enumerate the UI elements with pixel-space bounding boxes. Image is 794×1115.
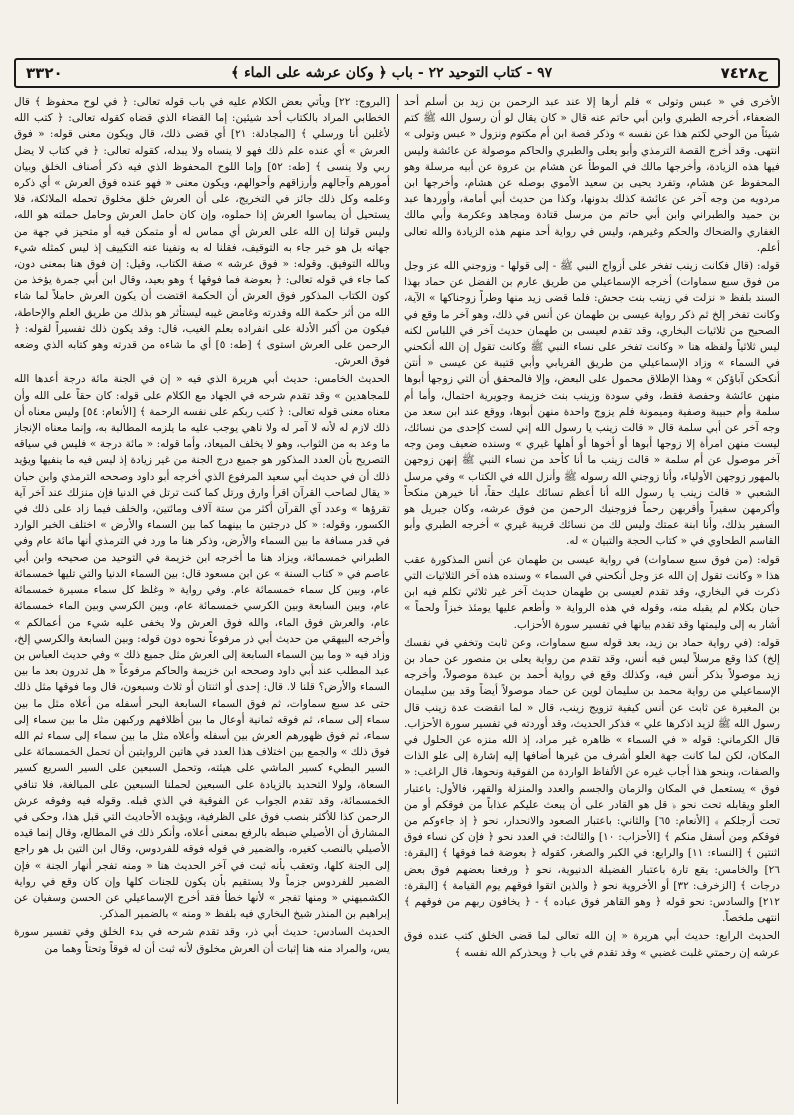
paragraph: [البروج: ٢٢] ويأتي بعض الكلام عليه في باب قوله تعالى: ﴿ في لوح محفوظ ﴾ قال الخطابي المراد بالكتاب أحد شيئين: إما القضاء الذي قضاه كقوله تعالى: ﴿ كتب الله لأغلبن أنا ورسلي ﴾ [المجادلة: ٢١] أي قضى ذلك، قال ويكون معنى قوله: « فوق العرش » أي عنده علم ذلك فهو لا ينساه ولا يبدله، كقوله تعالى: ﴿ في كتاب لا يضل ربي ولا ينسى ﴾ [طه: ٥٢] وإما اللوح المحفوظ الذي فيه ذكر أصناف الخلق وبيان أمورهم وآجالهم وأرزاقهم وأحوالهم، ويكون معنى « فهو عنده فوق العرش » أي ذكره وعلمه وكل ذلك جائز في التخريج، على أن العرش خلق مخلوق تحمله الملائكة، فلا يستحيل أن يماسوا العرش إذا حملوه، وإن كان حامل العرش وحامل حملته هو الله، وليس قولنا إن الله على العرش أي مماس له أو متمكن فيه أو متحيز في جهة من جهاته بل هو خبر جاء به التوقيف، فقلنا له به ونفينا عنه التكييف إذ ليس كمثله شيء وبالله التوفيق. وقوله: « فوق عرشه » صفة الكتاب، وقيل: إن فوق هنا بمعنى دون، كما جاء في قوله تعالى: ﴿ بعوضة فما فوقها ﴾ وهو بعيد، وقال ابن أبي جمرة يؤخذ من كون الكتاب المذكور فوق العرش أن الحكمة اقتضت أن يكون العرش حاملاً لما شاء الله من أثر حكمة الله وقدرته وغامض غيبه ليستأثر هو بذلك من طريق العلم والإحاطة، فيكون من أكبر الأدلة على انفراده بعلم الغيب، قال: وقد يكون ذلك تفسيراً لقوله: ﴿ الرحمن على العرش استوى ﴾ [طه: ٥] أي ما شاءه من قدرته وهو كتابه الذي وضعه فوق العرش. — [14, 96, 390, 368]
right-column — [404, 94, 780, 1104]
page-ref: ح٧٤٢٨ — [720, 64, 768, 82]
column-divider — [397, 94, 398, 1104]
text-body — [14, 94, 780, 1104]
page-number: ٣٣٢٠ — [26, 64, 63, 82]
left-column — [14, 94, 390, 1104]
paragraph: الحديث السادس: حديث أبي ذر، وقد تقدم شرحه في بدء الخلق وفي تفسير سورة يس، والمراد منه هنا إثبات أن العرش مخلوق لأنه ثبت أن له فوقاً وتحتاً وهما من — [14, 926, 390, 955]
paragraph: الأخرى في « عبس وتولى » فلم أرها إلا عند عبد الرحمن بن زيد بن أسلم أحد الضعفاء، أخرجه الطبري وابن أبي حاتم عنه قال « كان يقال لو أن رسول الله ﷺ كتم شيئاً من الوحي لكتم هذا عن نفسه » وذكر قصة ابن أم مكتوم ونزول « عبس وتولى » انتهى. وقد أخرج القصة الترمذي وأبو يعلى والطبري والحاكم موصولة عن عائشة وليس فيها هذه الزيادة، وأخرجها مالك في الموطأ عن هشام بن عروة عن أبيه مرسلة وهو المحفوظ عن هشام، وتفرد يحيى بن سعيد الأموي بوصله عن هشام، وأخرجها ابن مردويه من وجه آخر عن عائشة كذلك بدونها، وكذا من حديث أبي أمامة، وأوردها عبد بن حميد والطبراني وابن أبي حاتم من مرسل قتادة ومجاهد وعكرمة وأبي مالك الغفاري والضحاك والحكم وغيرهم، وليس في رواية أحد منهم هذه الزيادة والله تعالى أعلم. — [404, 96, 780, 254]
page-header — [14, 58, 780, 88]
paragraph: الحديث الخامس: حديث أبي هريرة الذي فيه « إن في الجنة مائة درجة أعدها الله للمجاهدين » وقد تقدم شرحه في الجهاد مع الكلام على قوله: كان حقاً على الله وأن معناه معنى قوله تعالى: ﴿ كتب ربكم على نفسه الرحمة ﴾ [الأنعام: ٥٤] وليس معناه أن ذلك لازم له لأنه لا آمر له ولا ناهي يوجب عليه ما يلزمه المطالبة به، وإنما معناه الإنجاز ما وعد به من الثواب، وهو لا يخلف الميعاد، وأما قوله: « مائة درجة » فليس في سياقه التصريح بأن العدد المذكور هو جميع درج الجنة من غير زيادة إذ ليس فيه ما ينفيها ويؤيد ذلك أن في حديث أبي سعيد المرفوع الذي أخرجه أبو داود وصححه الترمذي وابن حبان « يقال لصاحب القرآن اقرأ وارق ورتل كما كنت ترتل في الدنيا فإن منزلك عند آخر آية تقرؤها » وعدد آي القرآن أكثر من ستة آلاف ومائتين، والخلف فيما زاد على ذلك في الكسور، وقوله: « كل درجتين ما بينهما كما بين السماء والأرض » اختلف الخبر الوارد في قدر مسافة ما بين السماء والأرض، وذكر هنا ما ورد في الترمذي أنها مائة عام وفي الطبراني خمسمائة، ويزاد هنا ما أخرجه ابن خزيمة في التوحيد من صحيحه وابن أبي عاصم في « كتاب السنة » عن ابن مسعود قال: بين السماء الدنيا والتي تليها خمسمائة عام، وبين كل سماء خمسمائة عام. وفي رواية « وغلظ كل سماء مسيرة خمسمائة عام، وبين السابعة وبين الكرسي خمسمائة عام، وبين الكرسي وبين الماء خمسمائة عام، والعرش فوق الماء، والله فوق العرش ولا يخفى عليه شيء من أعمالكم » وأخرجه البيهقي من حديث أبي ذر مرفوعاً نحوه دون قوله: وبين السابعة والكرسي إلخ، وزاد فيه « وما بين السماء السابعة إلى العرش مثل جميع ذلك » وفي حديث العباس بن عبد المطلب عند أبي داود وصححه ابن خزيمة والحاكم مرفوعاً « هل تدرون بعد ما بين السماء والأرض؟ قلنا لا. قال: إحدى أو اثنتان أو ثلاث وسبعون، قال وما فوقها مثل ذلك حتى عد سبع سماوات، ثم فوق السماء السابعة البحر أسفله من أعلاه مثل ما بين سماء إلى سماء، ثم فوقه ثمانية أوعال ما بين أظلافهم وركبهن مثل ما بين سماء إلى سماء، ثم فوق ظهورهم العرش بين أسفله وأعلاه مثل ما بين سماء إلى سماء ثم الله فوق ذلك » والجمع بين اختلاف هذا العدد في هاتين الروايتين أن تحمل الخمسمائة على السير البطيء كسير الماشي على هيئته، وتحمل السبعين على السير السريع كسير السعاة، ولولا التحديد بالزيادة على السبعين لحملنا السبعين على المبالغة، فلا تنافي الخمسمائة، وقد تقدم الجواب عن الفوقية في الذي قبله. وقوله فيه وفوقه عرش الرحمن كذا للأكثر بنصب فوق على الظرفية، ويؤيده الأحاديث التي قبل هذا، وحكى في المشارق أن الأصيلي ضبطه بالرفع بمعنى أعلاه، وأنكر ذلك في المطالع، وقال إنما قيده الأصيلي بالنصب كغيره، والضمير في قوله فوقه للفردوس، وقال ابن التين بل هو راجع إلى الجنة كلها، وتعقب بأنه ثبت في آخر الحديث هنا « ومنه تفجر أنهار الجنة » فإن الضمير للفردوس جزماً ولا يستقيم بأن يكون للجنات كلها وإن كان وقع في رواية الكشميهني « ومنها تفجر » لأنها خطأ فقد أخرج الإسماعيلي عن الحسن وسفيان عن إبراهيم بن المنذر شيخ البخاري فيه بلفظ « ومنه » بالضمير المذكر. — [14, 373, 390, 921]
paragraph: قوله: (قال فكانت زينب تفخر على أزواج النبي ﷺ - إلى قولها - وزوجني الله عز وجل من فوق سبع سماوات) أخرجه الإسماعيلي من طريق عارم بن الفضل عن حماد بهذا السند بلفظ « نزلت في زينب بنت جحش: فلما قضى زيد منها وطراً زوجناكها » الآية، وكانت تفخر إلخ ثم ذكر رواية عيسى بن طهمان عن أنس في ذلك، وهو آخر ما وقع في الصحيح من ثلاثيات البخاري، وقد تقدم لعيسى بن طهمان حديث آخر في اللباس لكنه ليس ثلاثياً ولفظه هنا « وكانت تفخر على نساء النبي ﷺ وكانت تقول إن الله أنكحني في السماء » وزاد الإسماعيلي من طريق الفريابي وأبي قتيبة عن عيسى « أنتن أنكحكن آباؤكن » وهذا الإطلاق محمول على البعض، وإلا فالمحقق أن التي زوجها أبوها منهن عائشة وحفصة فقط، وفي سودة وزينب بنت خزيمة وجويرية احتمال، وأما أم سلمة وأم حبيبة وصفية وميمونة فلم يزوج واحدة منهن أبوها، ووقع عند ابن سعد من وجه آخر عن أبي سلمة قال « قالت زينب يا رسول الله إني لست كإحدى من نسائك، ليست منهن امرأة إلا زوجها أبوها أو أخوها أو أهلها غيري » وسنده ضعيف ومن وجه آخر موصول عن أم سلمة « قالت زينب ما أنا كأحد من نساء النبي ﷺ إنهن زوجهن بالمهور زوجهن الأولياء، وأنا زوجني الله رسوله ﷺ وأنزل الله في الكتاب » وفي مرسل الشعبي « قالت زينب يا رسول الله أنا أعظم نسائك عليك حقاً، أنا خيرهن منكحاً وأكرمهن سفيراً وأقربهن رحماً فزوجنيك الرحمن من فوق عرشه، وكان جبريل هو السفير بذلك، وأنا ابنة عمتك وليس لك من نسائك قريبة غيري » أخرجه الطبري وأبو القاسم الطحاوي في « كتاب الحجة والتبيان » له. — [404, 260, 780, 548]
running-title: ٩٧ - كتاب التوحيد ٢٢ - باب ﴿ وكان عرشه على الماء ﴾ — [231, 65, 553, 81]
paragraph: الحديث الرابع: حديث أبي هريرة « إن الله تعالى لما قضى الخلق كتب عنده فوق عرشه إن رحمتي غلبت غضبي » وقد تقدم في باب ﴿ ويحذركم الله نفسه ﴾ — [404, 930, 780, 959]
paragraph: قوله: (من فوق سبع سماوات) في رواية عيسى بن طهمان عن أنس المذكورة عقب هذا « وكانت تقول إن الله عز وجل أنكحني في السماء » وسنده هذه آخر الثلاثيات التي ذكرت في البخاري، وقد تقدم لعيسى بن طهمان حديث آخر غير ثلاثي تكلم فيه ابن حبان بكلام لم يقبله منه، وقوله في هذه الرواية « وأطعم عليها يومئذ خبزاً ولحماً » أشار به إلى وليمتها وقد تقدم بيانها في تفسير سورة الأحزاب. — [404, 553, 780, 631]
paragraph: قوله: (في رواية حماد بن زيد، بعد قوله سبع سماوات، وعن ثابت وتخفي في نفسك إلخ) كذا وقع مرسلاً ليس فيه أنس، وقد تقدم من رواية يعلى بن منصور عن حماد بن زيد موصولاً بذكر أنس فيه، وكذلك وقع في رواية أحمد بن عبدة موصولاً، وأخرجه الإسماعيلي من رواية محمد بن سليمان لوين عن حماد موصولاً أيضاً وقد بين سليمان بن المغيرة عن ثابت عن أنس كيفية تزويج زينب، قال « لما انقضت عدة زينب قال رسول الله ﷺ لزيد اذكرها علي » فذكر الحديث، وقد أوردته في تفسير سورة الأحزاب. قال الكرماني: قوله « في السماء » ظاهره غير مراد، إذ الله منزه عن الحلول في المكان، لكن لما كانت جهة العلو أشرف من غيرها أضافها إليه إشارة إلى علو الذات والصفات، وبنحو هذا أجاب غيره عن الألفاظ الواردة من الفوقية ونحوها، قال الراغب: « فوق » يستعمل في المكان والزمان والجسم والعدد والمنزلة والقهر، فالأول: باعتبار العلو ويقابله تحت نحو ﴿ قل هو القادر على أن يبعث عليكم عذاباً من فوقكم أو من تحت أرجلكم ﴾ [الأنعام: ٦٥] والثاني: باعتبار الصعود والانحدار، نحو ﴿ إذ جاءوكم من فوقكم ومن أسفل منكم ﴾ [الأحزاب: ١٠] والثالث: في العدد نحو ﴿ فإن كن نساء فوق اثنتين ﴾ [النساء: ١١] والرابع: في الكبر والصغر، كقوله ﴿ بعوضة فما فوقها ﴾ [البقرة: ٢٦] والخامس: يقع تارة باعتبار الفضيلة الدنيوية، نحو ﴿ ورفعنا بعضهم فوق بعض درجات ﴾ [الزخرف: ٣٢] أو الأخروية نحو ﴿ والذين اتقوا فوقهم يوم القيامة ﴾ [البقرة: ٢١٢] والسادس: نحو قوله ﴿ وهو القاهر فوق عباده ﴾ - ﴿ يخافون ربهم من فوقهم ﴾ انتهى ملخصاً. — [404, 636, 780, 925]
